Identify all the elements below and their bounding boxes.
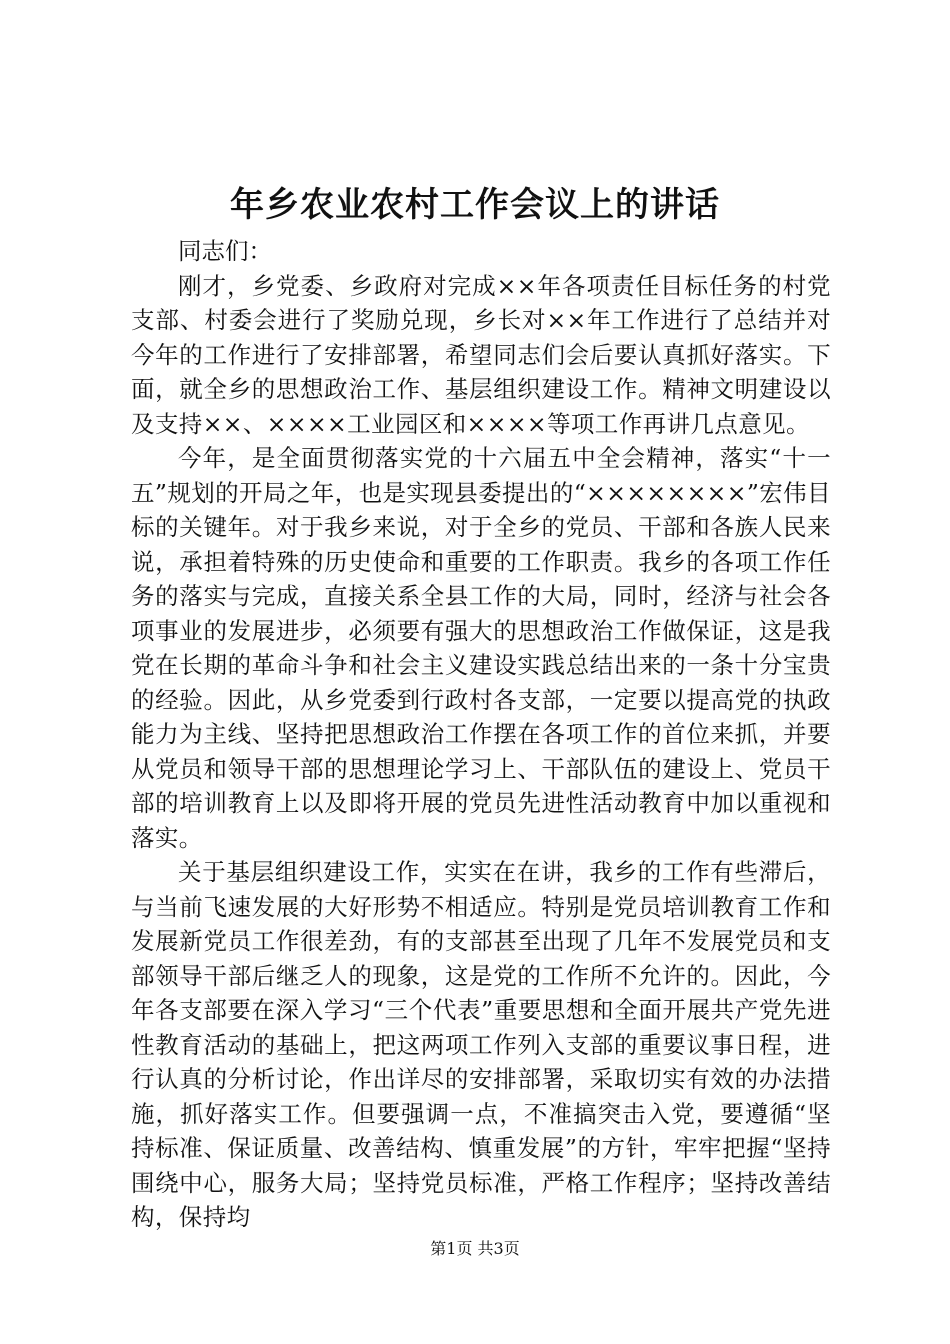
salutation: 同志们： bbox=[178, 237, 272, 265]
document-title: 年乡农业农村工作会议上的讲话 bbox=[230, 185, 720, 225]
paragraph-3: 关于基层组织建设工作，实实在在讲，我乡的工作有些滞后，与当前飞速发展的大好形势不相适应。特别是党员培训教育工作和发展新党员工作很差劲，有的支部甚至出现了几年不发展党员和支部领导干部后继乏人的现象，这是党的工作所不允许的。因此，今年各支部要在深入学习“三个代表”重要思想和全面开展共产党先进性教育活动的基础上，把这两项工作列入支部的重要议事日程，进行认真的分析讨论，作出详尽的安排部署，采取切实有效的办法措施，抓好落实工作。但要强调一点，不准搞突击入党，要遵循“坚持标准、保证质量、改善结构、慎重发展”的方针，牢牢把握“坚持围绕中心，服务大局；坚持党员标准，严格工作程序；坚持改善结构，保持均 bbox=[131, 858, 831, 1231]
page-footer bbox=[0, 1238, 950, 1260]
paragraph-2: 今年，是全面贯彻落实党的十六届五中全会精神，落实“十一五”规划的开局之年，也是实现县委提出的“××××××××”宏伟目标的关键年。对于我乡来说，对于全乡的党员、干部和各族人民来说，承担着特殊的历史使命和重要的工作职责。我乡的各项工作任务的落实与完成，直接关系全县工作的大局，同时，经济与社会各项事业的发展进步，必须要有强大的思想政治工作做保证，这是我党在长期的革命斗争和社会主义建设实践总结出来的一条十分宝贵的经验。因此，从乡党委到行政村各支部，一定要以提高党的执政能力为主线、坚持把思想政治工作摆在各项工作的首位来抓，并要从党员和领导干部的思想理论学习上、干部队伍的建设上、党员干部的培训教育上以及即将开展的党员先进性活动教育中加以重视和落实。 bbox=[131, 444, 831, 852]
paragraph-1: 刚才，乡党委、乡政府对完成××年各项责任目标任务的村党支部、村委会进行了奖励兑现，乡长对××年工作进行了总结并对今年的工作进行了安排部署，希望同志们会后要认真抓好落实。下面，就全乡的思想政治工作、基层组织建设工作。精神文明建设以及支持××、××××工业园区和××××等项工作再讲几点意见。 bbox=[131, 271, 831, 438]
page-number: 第1页 共3页 bbox=[430, 1239, 520, 1258]
document-body bbox=[131, 234, 831, 1235]
